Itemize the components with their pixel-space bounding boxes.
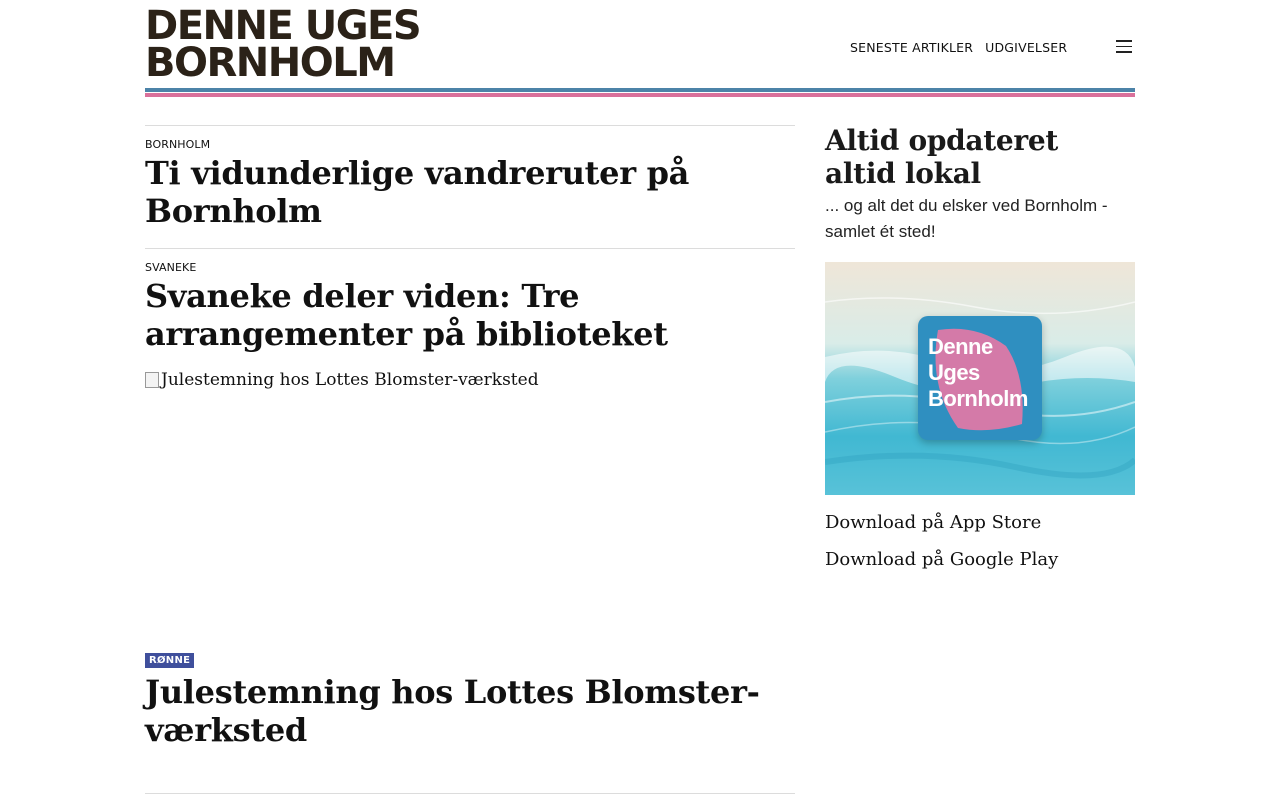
stripe-pink: [145, 93, 1135, 97]
app-tile-logo: [918, 316, 1042, 440]
promo-title-line-2: altid lokal: [825, 157, 981, 190]
broken-image-icon: [145, 372, 159, 388]
article-item[interactable]: [145, 248, 795, 371]
article-kicker[interactable]: SVANEKE: [145, 261, 197, 274]
main-nav: [850, 40, 1067, 55]
app-tile-line-1: Denne: [928, 334, 993, 359]
hamburger-menu-icon[interactable]: [1116, 40, 1132, 54]
location-badge[interactable]: RØNNE: [145, 653, 194, 668]
promo-text: ... og alt det du elsker ved Bornholm - samlet ét sted!: [825, 196, 1108, 241]
divider: [145, 793, 795, 794]
nav-seneste-artikler[interactable]: SENESTE ARTIKLER: [850, 40, 974, 55]
promo-title-line-1: Altid opdateret: [825, 124, 1058, 157]
logo-line-1: DENNE UGES: [145, 3, 421, 49]
article-list: [145, 125, 795, 749]
app-tile-line-2: Uges: [928, 360, 980, 385]
nav-udgivelser[interactable]: UDGIVELSER: [985, 40, 1068, 55]
article-headline[interactable]: Ti vidunderlige vandreruter på Bornholm: [145, 154, 690, 230]
site-logo[interactable]: [145, 3, 421, 86]
promo-title: [825, 124, 1135, 190]
featured-article[interactable]: [145, 370, 795, 749]
app-promo-sidebar: [825, 124, 1135, 570]
article-headline[interactable]: Svaneke deler viden: Tre arrangementer på biblioteket: [145, 277, 668, 353]
article-item[interactable]: [145, 125, 795, 248]
image-alt-text: Julestemning hos Lottes Blomster-værksted: [161, 370, 539, 390]
app-store-link[interactable]: Download på App Store: [825, 512, 1042, 533]
article-image[interactable]: [145, 370, 795, 650]
site-header: [145, 0, 1135, 97]
article-kicker[interactable]: BORNHOLM: [145, 138, 211, 151]
app-promo-image: [825, 262, 1135, 495]
app-tile-text: [928, 334, 1028, 412]
header-stripes: [145, 88, 1135, 97]
app-tile-line-3: Bornholm: [928, 386, 1028, 411]
logo-line-2: BORNHOLM: [145, 40, 395, 86]
article-headline[interactable]: Julestemning hos Lottes Blomster-værksted: [145, 673, 760, 749]
google-play-link[interactable]: Download på Google Play: [825, 549, 1059, 570]
